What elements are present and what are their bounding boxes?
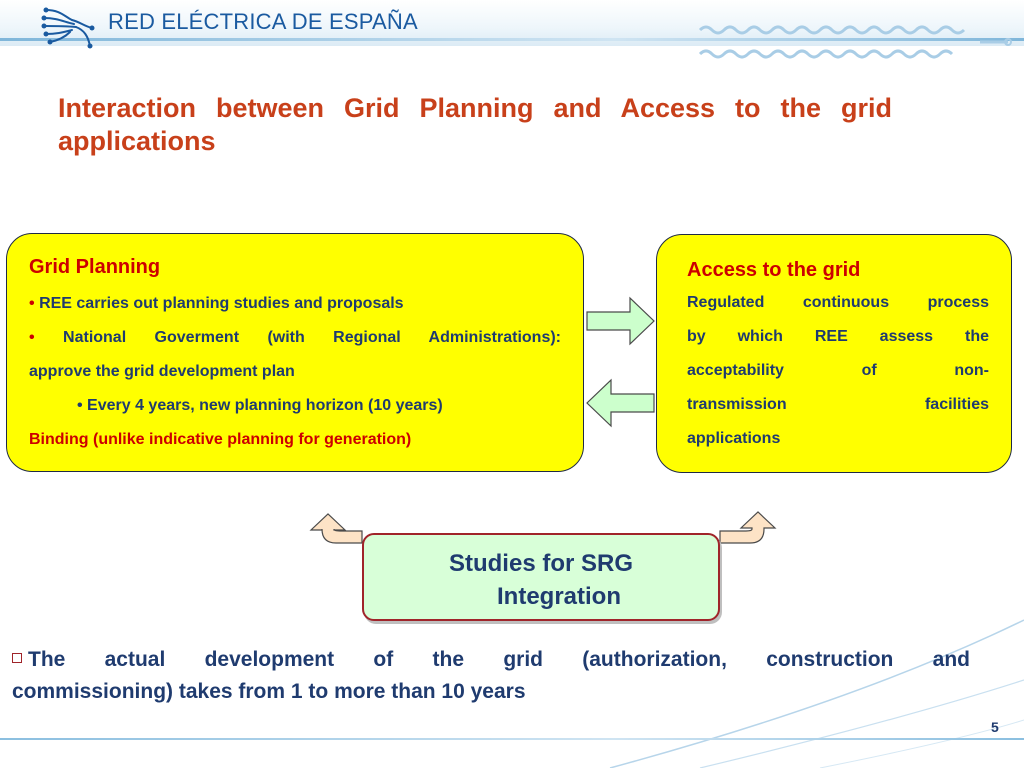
insulator-chain-icon [690, 22, 1020, 68]
arrow-up-right-icon [720, 512, 775, 543]
checkbox-bullet-icon [12, 653, 22, 663]
arrow-up-left-icon [311, 514, 362, 543]
access-line-5: applications [687, 430, 781, 447]
access-line-2: by which REE assess the [687, 328, 989, 345]
grid-planning-line-2 [29, 321, 561, 355]
footer-line-1-text: The actual development of the grid (authorization, construction and [28, 648, 970, 671]
grid-planning-box [6, 233, 584, 472]
grid-planning-line-3: approve the grid development plan [29, 363, 295, 380]
footer-divider [0, 738, 1024, 740]
arrow-right-icon [587, 298, 654, 344]
access-to-grid-box [656, 234, 1012, 473]
grid-planning-line-4: • Every 4 years, new planning horizon (10 years) [77, 397, 443, 414]
access-to-grid-heading: Access to the grid [687, 259, 861, 281]
footer-line-1 [12, 644, 970, 676]
arrow-left-icon [587, 380, 654, 426]
footer-line-2: commissioning) takes from 1 to more than 10 years [12, 680, 526, 703]
studies-line-2: Integration [497, 583, 621, 610]
footer-note [12, 644, 970, 708]
bullet-icon: • [29, 329, 35, 346]
studies-srg-box [362, 533, 720, 621]
access-line-3: acceptability of non- [687, 362, 989, 379]
access-line-4: transmission facilities [687, 396, 989, 413]
bullet-icon: • [29, 295, 35, 312]
ree-logo-icon [40, 2, 100, 50]
page-number: 5 [991, 719, 999, 735]
studies-line-1: Studies for SRG [448, 550, 634, 577]
grid-planning-heading: Grid Planning [29, 256, 161, 278]
access-line-1: Regulated continuous process [687, 294, 989, 311]
grid-planning-line-2-text: National Goverment (with Regional Administrations): [63, 329, 561, 346]
grid-planning-line-1-text: REE carries out planning studies and proposals [39, 295, 404, 312]
grid-planning-line-1 [29, 287, 561, 321]
grid-planning-binding-note: Binding (unlike indicative planning for generation) [29, 431, 412, 448]
slide-title: Interaction between Grid Planning and Access to the grid applications [58, 93, 892, 156]
company-name: RED ELÉCTRICA DE ESPAÑA [108, 9, 418, 34]
